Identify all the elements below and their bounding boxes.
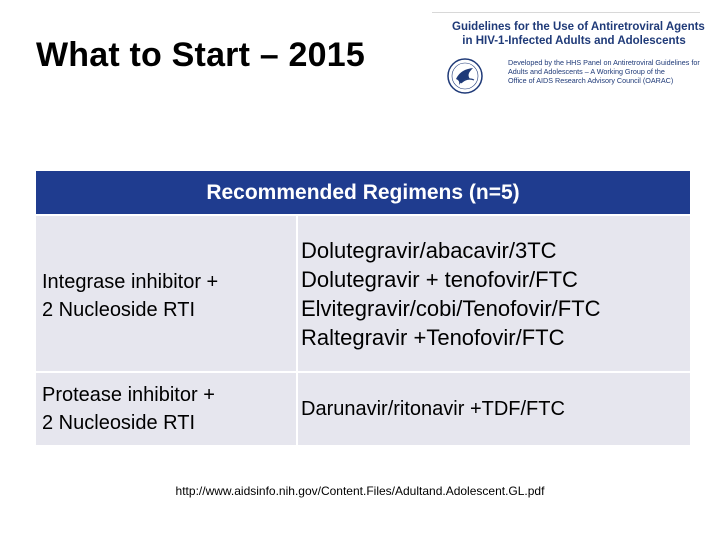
source-url-link[interactable]: http://www.aidsinfo.nih.gov/Content.Files/Adultand.Adolescent.GL.pdf bbox=[175, 484, 545, 498]
guidelines-logo bbox=[432, 12, 705, 109]
table-row bbox=[36, 214, 690, 371]
regimens-table bbox=[36, 171, 690, 445]
logo-subtext-line3: Office of AIDS Research Advisory Council (OARAC) bbox=[508, 76, 674, 85]
drug-class-line: Protease inhibitor + bbox=[42, 384, 215, 406]
drug-class-line: 2 Nucleoside RTI bbox=[42, 298, 196, 321]
regimen-item: Elvitegravir/cobi/Tenofovir/FTC bbox=[301, 295, 601, 321]
drug-class-line: 2 Nucleoside RTI bbox=[42, 412, 196, 434]
logo-heading-line1: Guidelines for the Use of Antiretroviral Agents bbox=[452, 21, 705, 33]
regimen-item: Raltegravir +Tenofovir/FTC bbox=[301, 324, 565, 350]
table-header: Recommended Regimens (n=5) bbox=[36, 171, 690, 214]
logo-heading-line2: in HIV-1-Infected Adults and Adolescents bbox=[462, 35, 686, 47]
logo-subtext-line1: Developed by the HHS Panel on Antiretroviral Guidelines for bbox=[508, 58, 700, 67]
regimen-item: Darunavir/ritonavir +TDF/FTC bbox=[301, 397, 565, 420]
slide-title: What to Start – 2015 bbox=[36, 36, 365, 74]
logo-subtext-line2: Adults and Adolescents – A Working Group of the bbox=[508, 67, 665, 76]
regimen-item: Dolutegravir + tenofovir/FTC bbox=[301, 266, 578, 292]
drug-class-line: Integrase inhibitor + bbox=[42, 270, 219, 293]
drug-class-cell bbox=[36, 216, 298, 371]
hhs-eagle-seal-icon bbox=[446, 57, 484, 95]
regimen-item: Dolutegravir/abacavir/3TC bbox=[301, 237, 557, 263]
regimens-cell bbox=[298, 373, 690, 445]
table-row bbox=[36, 371, 690, 445]
regimens-cell bbox=[298, 216, 690, 371]
drug-class-cell bbox=[36, 373, 298, 445]
